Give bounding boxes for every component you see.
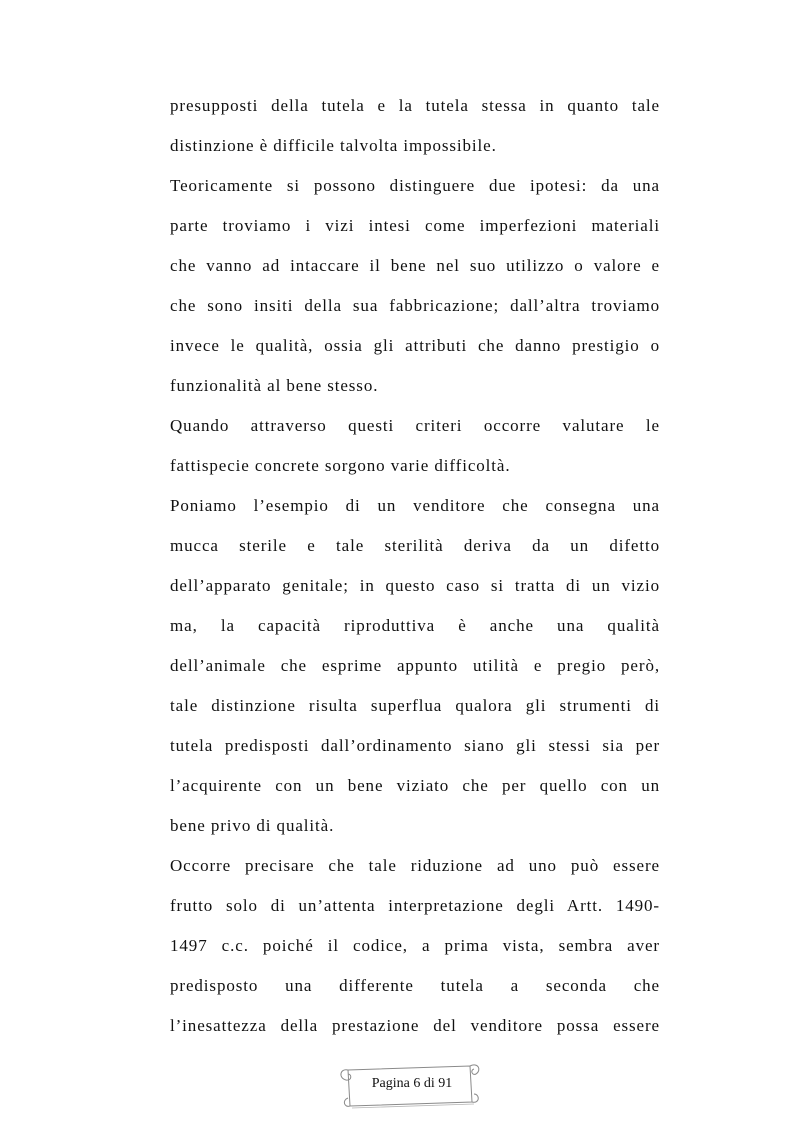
text-line: tutela predisposti dall’ordinamento siano gli stessi sia per: [170, 736, 660, 755]
text-line: Teoricamente si possono distinguere due ipotesi: da una: [170, 176, 660, 195]
text-line: Poniamo l’esempio di un venditore che consegna una: [170, 496, 660, 515]
text-line: dell’animale che esprime appunto utilità e pregio però,: [170, 656, 660, 675]
text-line: fattispecie concrete sorgono varie difficoltà.: [170, 456, 511, 475]
text-line: che vanno ad intaccare il bene nel suo utilizzo o valore e: [170, 256, 660, 275]
text-line: dell’apparato genitale; in questo caso si tratta di un vizio: [170, 576, 660, 595]
text-line: Quando attraverso questi criteri occorre valutare le: [170, 416, 660, 435]
text-line: distinzione è difficile talvolta impossibile.: [170, 136, 497, 155]
text-line: frutto solo di un’attenta interpretazione degli Artt. 1490-: [170, 896, 660, 915]
text-line: invece le qualità, ossia gli attributi che danno prestigio o: [170, 336, 660, 355]
text-line: bene privo di qualità.: [170, 816, 335, 835]
text-line: predisposto una differente tutela a seconda che: [170, 976, 660, 995]
text-line: l’acquirente con un bene viziato che per quello con un: [170, 776, 660, 795]
text-line: Occorre precisare che tale riduzione ad uno può essere: [170, 856, 660, 875]
text-line: ma, la capacità riproduttiva è anche una qualità: [170, 616, 660, 635]
text-line: 1497 c.c. poiché il codice, a prima vista, sembra aver: [170, 936, 660, 955]
text-line: funzionalità al bene stesso.: [170, 376, 379, 395]
body-text: [170, 86, 660, 1046]
text-line: presupposti della tutela e la tutela stessa in quanto tale: [170, 96, 660, 115]
page-number-label: Pagina 6 di 91: [371, 1076, 453, 1091]
page-footer: [334, 1056, 484, 1112]
text-line: mucca sterile e tale sterilità deriva da un difetto: [170, 536, 660, 555]
text-line: parte troviamo i vizi intesi come imperfezioni materiali: [170, 216, 660, 235]
text-line: tale distinzione risulta superflua qualora gli strumenti di: [170, 696, 660, 715]
text-line: che sono insiti della sua fabbricazione; dall’altra troviamo: [170, 296, 660, 315]
text-line: l’inesattezza della prestazione del venditore possa essere: [170, 1016, 660, 1035]
